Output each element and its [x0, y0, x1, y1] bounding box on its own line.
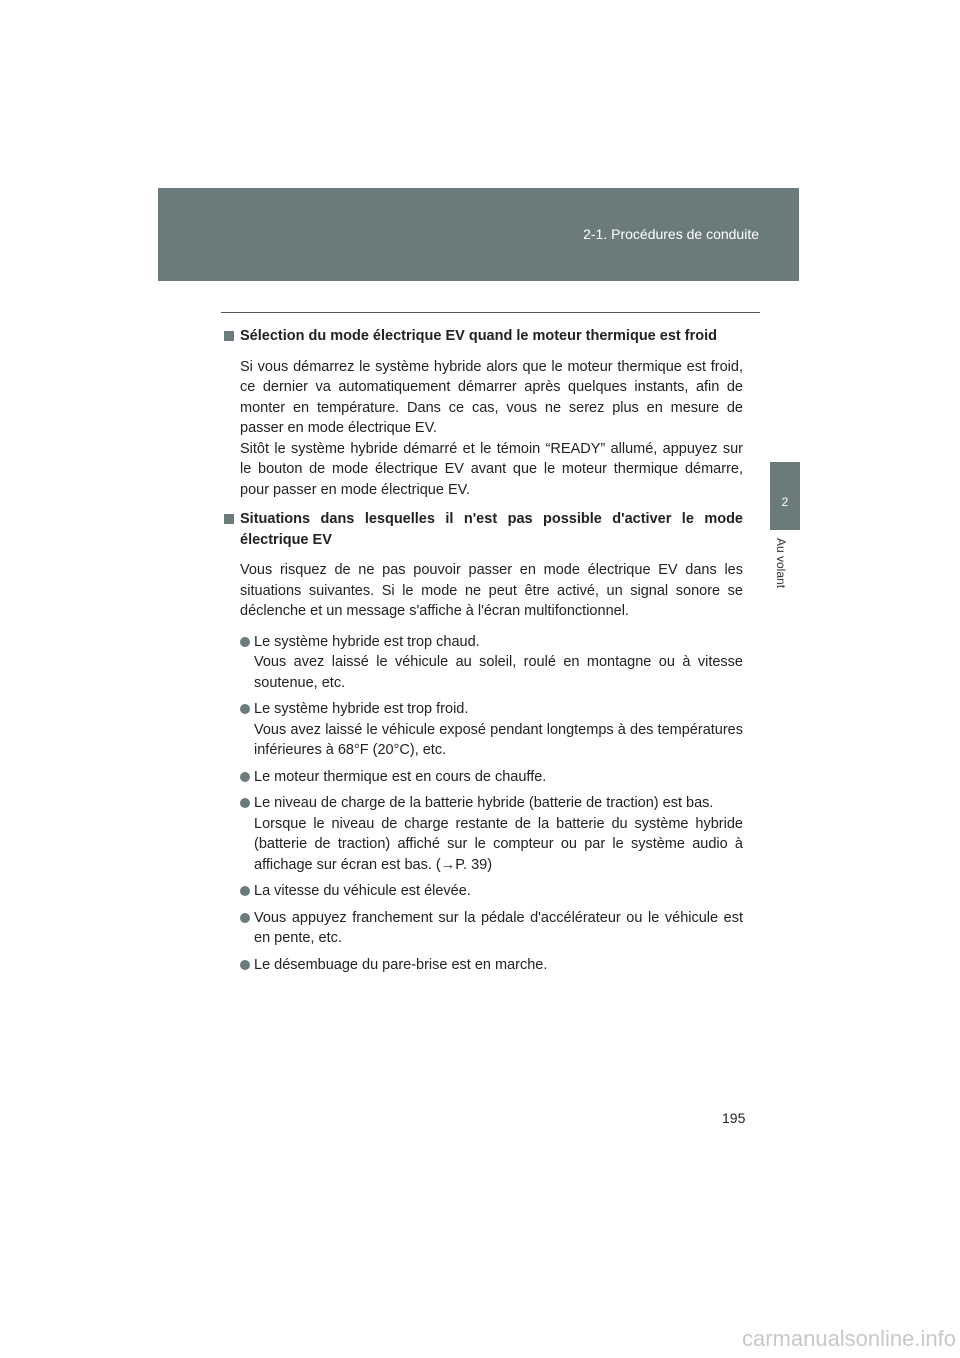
square-bullet-icon	[224, 514, 234, 524]
header-band	[158, 188, 799, 281]
list-item	[240, 881, 743, 902]
heading-text: Sélection du mode électrique EV quand le moteur thermique est froid	[240, 328, 717, 344]
square-bullet-icon	[224, 331, 234, 341]
item-detail: Vous avez laissé le véhicule au soleil, roulé en montagne ou à vitesse soutenue, etc.	[254, 654, 743, 691]
watermark: carmanualsonline.info	[741, 1326, 956, 1351]
paragraph: Sitôt le système hybride démarré et le témoin “READY” allumé, appuyez sur le bouton de mode électrique EV avant que le moteur thermique démarre, pour passer en mode électrique EV.	[240, 440, 743, 498]
circle-bullet-icon	[240, 913, 250, 923]
list-item	[240, 908, 743, 949]
item-text: Le désembuage du pare-brise est en marche.	[254, 956, 548, 973]
list-item	[240, 699, 743, 761]
circle-bullet-icon	[240, 960, 250, 970]
chapter-label: Au volant	[774, 538, 788, 589]
chapter-tab	[770, 462, 800, 530]
list-item	[240, 632, 743, 694]
section-heading	[224, 509, 743, 550]
heading-text: Situations dans lesquelles il n'est pas possible d'activer le mode électrique EV	[240, 511, 743, 548]
bullet-list	[240, 632, 743, 976]
circle-bullet-icon	[240, 637, 250, 647]
item-detail: Lorsque le niveau de charge restante de la batterie du système hybride (batterie de traction) affiché sur le compteur ou par le système audio à affichage sur écran est bas. (→P. 39)	[254, 815, 743, 873]
circle-bullet-icon	[240, 798, 250, 808]
circle-bullet-icon	[240, 886, 250, 896]
paragraph: Si vous démarrez le système hybride alors que le moteur thermique est froid, ce dernier va automatiquement démarrer après quelques instants, afin de monter en température. Dans ce cas, vous ne serez plus en mesure de passer en mode électrique EV.	[240, 358, 743, 436]
circle-bullet-icon	[240, 772, 250, 782]
item-text: La vitesse du véhicule est élevée.	[254, 883, 471, 899]
list-item	[240, 767, 743, 788]
chapter-number: 2	[781, 495, 789, 509]
divider	[221, 312, 760, 313]
item-detail: Vous avez laissé le véhicule exposé pendant longtemps à des températures inférieures à 68°F (20°C), etc.	[254, 721, 743, 758]
item-text: Le système hybride est trop chaud.	[254, 633, 480, 650]
section-title: 2-1. Procédures de conduite	[583, 226, 759, 242]
page-number: 195	[722, 1110, 746, 1126]
item-text: Le niveau de charge de la batterie hybride (batterie de traction) est bas.	[254, 795, 714, 811]
paragraph: Vous risquez de ne pas pouvoir passer en mode électrique EV dans les situations suivantes. Si le mode ne peut être activé, un signal sonore se déclenche et un message s'affiche à l'écran multifonctionnel.	[240, 562, 743, 619]
page-content	[224, 326, 743, 981]
list-item	[240, 793, 743, 875]
list-item	[240, 955, 743, 976]
section-heading	[224, 326, 743, 347]
item-text: Le moteur thermique est en cours de chauffe.	[254, 768, 547, 785]
item-text: Le système hybride est trop froid.	[254, 701, 469, 717]
circle-bullet-icon	[240, 704, 250, 714]
item-text: Vous appuyez franchement sur la pédale d'accélérateur ou le véhicule est en pente, etc.	[254, 909, 743, 946]
